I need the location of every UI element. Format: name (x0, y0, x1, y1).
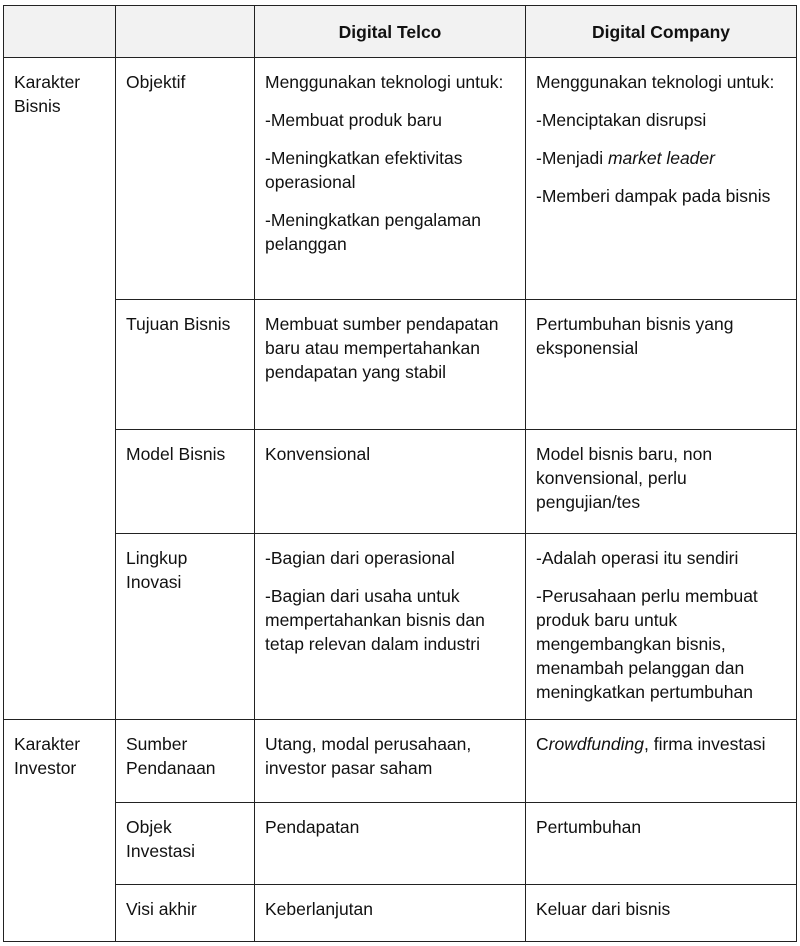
cell-company-model-bisnis: Model bisnis baru, non konvensional, perlu pengujian/tes (526, 430, 797, 534)
cell-company-sumber-pendanaan (526, 720, 797, 803)
header-cell-empty-1 (4, 6, 116, 58)
cell-company-tujuan-bisnis: Pertumbuhan bisnis yang eksponensial (526, 300, 797, 430)
cell-text: -Bagian dari operasional (265, 548, 455, 568)
cell-telco-lingkup-inovasi (255, 534, 526, 720)
header-row (4, 6, 797, 58)
cell-company-visi-akhir: Keluar dari bisnis (526, 885, 797, 942)
row-objek-investasi (4, 803, 797, 885)
cell-telco-sumber-pendanaan: Utang, modal perusahaan, investor pasar saham (255, 720, 526, 803)
cell-telco-objektif (255, 58, 526, 300)
row-objektif (4, 58, 797, 300)
cell-text: Menggunakan teknologi untuk: (536, 72, 775, 92)
row-tujuan-bisnis (4, 300, 797, 430)
cell-text-prefix: C (536, 734, 549, 754)
cell-text: -Membuat produk baru (265, 110, 443, 130)
cell-text-prefix: -Menjadi (536, 148, 608, 168)
row-label-visi-akhir: Visi akhir (116, 885, 255, 942)
cell-text: -Bagian dari usaha untuk mempertahankan bisnis dan tetap relevan dalam industri (265, 586, 485, 654)
cell-text: Menggunakan teknologi untuk: (265, 72, 504, 92)
cell-text: -Menciptakan disrupsi (536, 110, 707, 130)
header-cell-empty-2 (116, 6, 255, 58)
row-sumber-pendanaan (4, 720, 797, 803)
cell-text-suffix: , firma investasi (644, 734, 766, 754)
cell-text-italic: rowdfunding (548, 734, 644, 754)
row-label-tujuan-bisnis: Tujuan Bisnis (116, 300, 255, 430)
row-label-model-bisnis: Model Bisnis (116, 430, 255, 534)
cell-text-italic: market leader (607, 148, 715, 168)
cell-text: -Meningkatkan efektivitas operasional (265, 148, 463, 192)
row-label-lingkup-inovasi: Lingkup Inovasi (116, 534, 255, 720)
row-visi-akhir (4, 885, 797, 942)
group-karakter-bisnis: Karakter Bisnis (4, 58, 116, 720)
cell-telco-objek-investasi: Pendapatan (255, 803, 526, 885)
cell-telco-visi-akhir: Keberlanjutan (255, 885, 526, 942)
cell-text: -Adalah operasi itu sendiri (536, 548, 739, 568)
cell-text (536, 146, 786, 170)
row-label-objektif: Objektif (116, 58, 255, 300)
cell-telco-model-bisnis: Konvensional (255, 430, 526, 534)
cell-company-lingkup-inovasi (526, 534, 797, 720)
cell-text: -Meningkatkan pengalaman pelanggan (265, 210, 481, 254)
cell-company-objek-investasi: Pertumbuhan (526, 803, 797, 885)
group-karakter-investor: Karakter Investor (4, 720, 116, 942)
header-digital-company: Digital Company (526, 6, 797, 58)
comparison-table (3, 5, 797, 942)
cell-text: -Memberi dampak pada bisnis (536, 186, 771, 206)
cell-telco-tujuan-bisnis: Membuat sumber pendapatan baru atau mempertahankan pendapatan yang stabil (255, 300, 526, 430)
cell-company-objektif (526, 58, 797, 300)
row-model-bisnis (4, 430, 797, 534)
cell-text: -Perusahaan perlu membuat produk baru untuk mengembangkan bisnis, menambah pelanggan dan meningkatkan pertumbuhan (536, 586, 758, 702)
row-lingkup-inovasi (4, 534, 797, 720)
row-label-objek-investasi: Objek Investasi (116, 803, 255, 885)
header-digital-telco: Digital Telco (255, 6, 526, 58)
row-label-sumber-pendanaan: Sumber Pendanaan (116, 720, 255, 803)
